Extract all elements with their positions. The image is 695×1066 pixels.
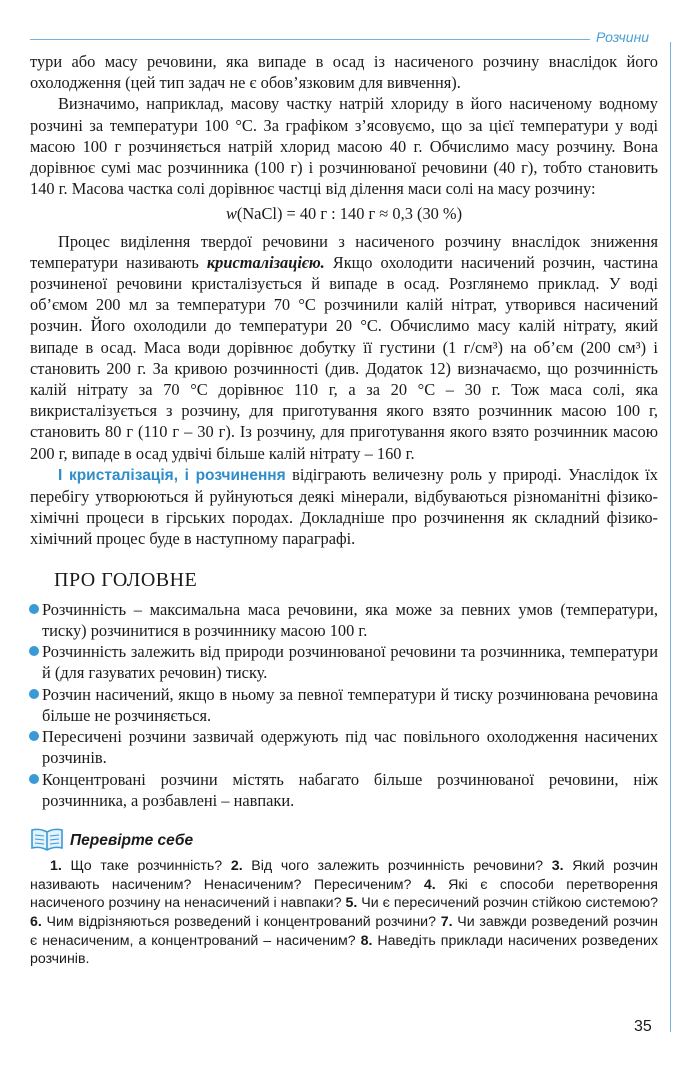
question-text: Чим відрізняються розведений і концентрований розчини? xyxy=(41,914,441,931)
question-number: 5. xyxy=(345,895,358,912)
check-yourself-title: Перевірте себе xyxy=(70,831,194,849)
paragraph-1: тури або масу речовини, яка випаде в осад із насиченого розчину внаслідок його охолодження (цей тип задач не є обов’язковим для вивчення). xyxy=(30,52,658,93)
bullet-icon xyxy=(29,646,39,656)
paragraph-2: Визначимо, наприклад, масову частку натрій хлориду в його насиченому водному розчині за температури 100 °С. За графіком з’ясовуємо, що за цієї температури у воді масою 100 г розчиняється натрій хлорид масою 40 г. Обчислимо масу розчину. Вона дорівнює сумі мас розчинника (100 г) і розчинюваної речовини (40 г), тобто становить 140 г. Масова частка солі дорівнює частці від ділення маси солі на масу розчину: xyxy=(30,94,658,199)
summary-title: ПРО ГОЛОВНЕ xyxy=(54,568,198,591)
header-rule xyxy=(30,39,590,40)
formula-expression: (NaCl) = 40 г : 140 г ≈ 0,3 (30 %) xyxy=(236,204,463,224)
paragraph-4-rest: відіграють величезну роль у природі. Унаслідок їх перебігу утворюються й руйнуються деякі мінерали, відбуваються різноманітні фізико-хімічні процеси в гірських породах. Докладніше про розчинення як складний фізико-хімічний процес буде в наступному параграфі. xyxy=(30,464,658,549)
summary-list xyxy=(30,599,658,811)
open-book-icon xyxy=(30,827,64,851)
highlight-phrase: І кристалізація, і розчинення xyxy=(58,466,286,484)
question-number: 6. xyxy=(30,914,42,931)
page-content xyxy=(30,51,658,969)
question-number: 8. xyxy=(360,932,373,949)
question-text: Наведіть приклади насичених розведених розчинів. xyxy=(30,932,658,968)
paragraph-3 xyxy=(30,231,658,464)
question-text: Чи завжди розведений розчин є ненасиченим, а концентрований – насиченим? xyxy=(30,914,658,949)
list-item xyxy=(30,684,658,726)
list-item xyxy=(30,641,658,683)
question-number: 7. xyxy=(440,914,453,931)
term-crystallization: кристалізацією. xyxy=(206,252,325,272)
summary-item-text: Пересичені розчини зазвичай одержують під час повільного охолодження насичених розчинів. xyxy=(42,727,658,768)
question-number: 3. xyxy=(551,857,564,874)
question-text: Які є способи перетворення насиченого розчину на ненасичений і навпаки? xyxy=(30,876,658,912)
bullet-icon xyxy=(29,604,39,614)
questions-paragraph xyxy=(30,857,658,969)
question-number: 1. xyxy=(50,857,62,874)
section-header-title: Розчини xyxy=(596,29,650,45)
bullet-icon xyxy=(29,689,39,699)
paragraph-4 xyxy=(30,464,658,550)
summary-item-text: Розчин насичений, якщо в ньому за певної температури й тиску розчинювана речовина більше не розчиняється. xyxy=(42,684,658,725)
formula-symbol: w xyxy=(225,204,237,224)
list-item xyxy=(30,599,658,641)
question-text: Що таке розчинність? xyxy=(61,857,231,874)
margin-rule xyxy=(670,42,671,1032)
list-item xyxy=(30,769,658,811)
paragraph-3-end: Якщо охолодити насичений розчин, частина розчиненої речовини кристалізується й випаде в осад. Розглянемо приклад. У воді об’ємом 200 мл за температури 70 °С розчинили калій нітрат, утворився насичений розчин. Його охолодили до температури 20 °С. Обчислимо масу калій нітрату, який випаде в осад. Маса води дорівнює добутку її густини (1 г/см³) на об’єм (200 см³) і становить 200 г. За кривою розчинності (див. Додаток 12) визначаємо, що розчинність калій нітрату за 70 °С дорівнює 110 г, а за 20 °С – 30 г. Тож маса солі, яка викристалізується з розчину, для приготування якого взято розчинник масою 100 г, становить 80 г (110 г – 30 г). Із розчину, для приготування якого взято розчинник масою 200 г, випаде в осад удвічі більше калій нітрату – 160 г. xyxy=(30,252,659,463)
bullet-icon xyxy=(29,731,39,741)
paragraph-3-start: Процес виділення твердої речовини з насиченого розчину внаслідок зниження температури називають xyxy=(30,231,658,272)
check-yourself-header xyxy=(30,827,658,853)
bullet-icon xyxy=(29,774,39,784)
question-number: 4. xyxy=(423,876,436,893)
list-item xyxy=(30,726,658,768)
question-text: Який розчин називають насиченим? Ненасиченим? Пересиченим? xyxy=(30,857,658,893)
question-text: Від чого залежить розчинність речовини? xyxy=(242,857,552,874)
formula xyxy=(30,203,658,224)
question-text: Чи є пересичений розчин стійкою системою? xyxy=(357,895,658,912)
summary-item-text: Розчинність залежить від природи розчинюваної речовини та розчинника, температури й (для газуватих речовин) тиску. xyxy=(42,642,658,683)
summary-item-text: Розчинність – максимальна маса речовини, яка може за певних умов (температури, тиску) розчинитися в розчиннику масою 100 г. xyxy=(42,599,658,641)
question-number: 2. xyxy=(230,857,243,874)
page-number: 35 xyxy=(634,1018,652,1035)
summary-item-text: Концентровані розчини містять набагато більше розчинюваної речовини, ніж розчинника, а розбавлені – навпаки. xyxy=(42,769,658,810)
